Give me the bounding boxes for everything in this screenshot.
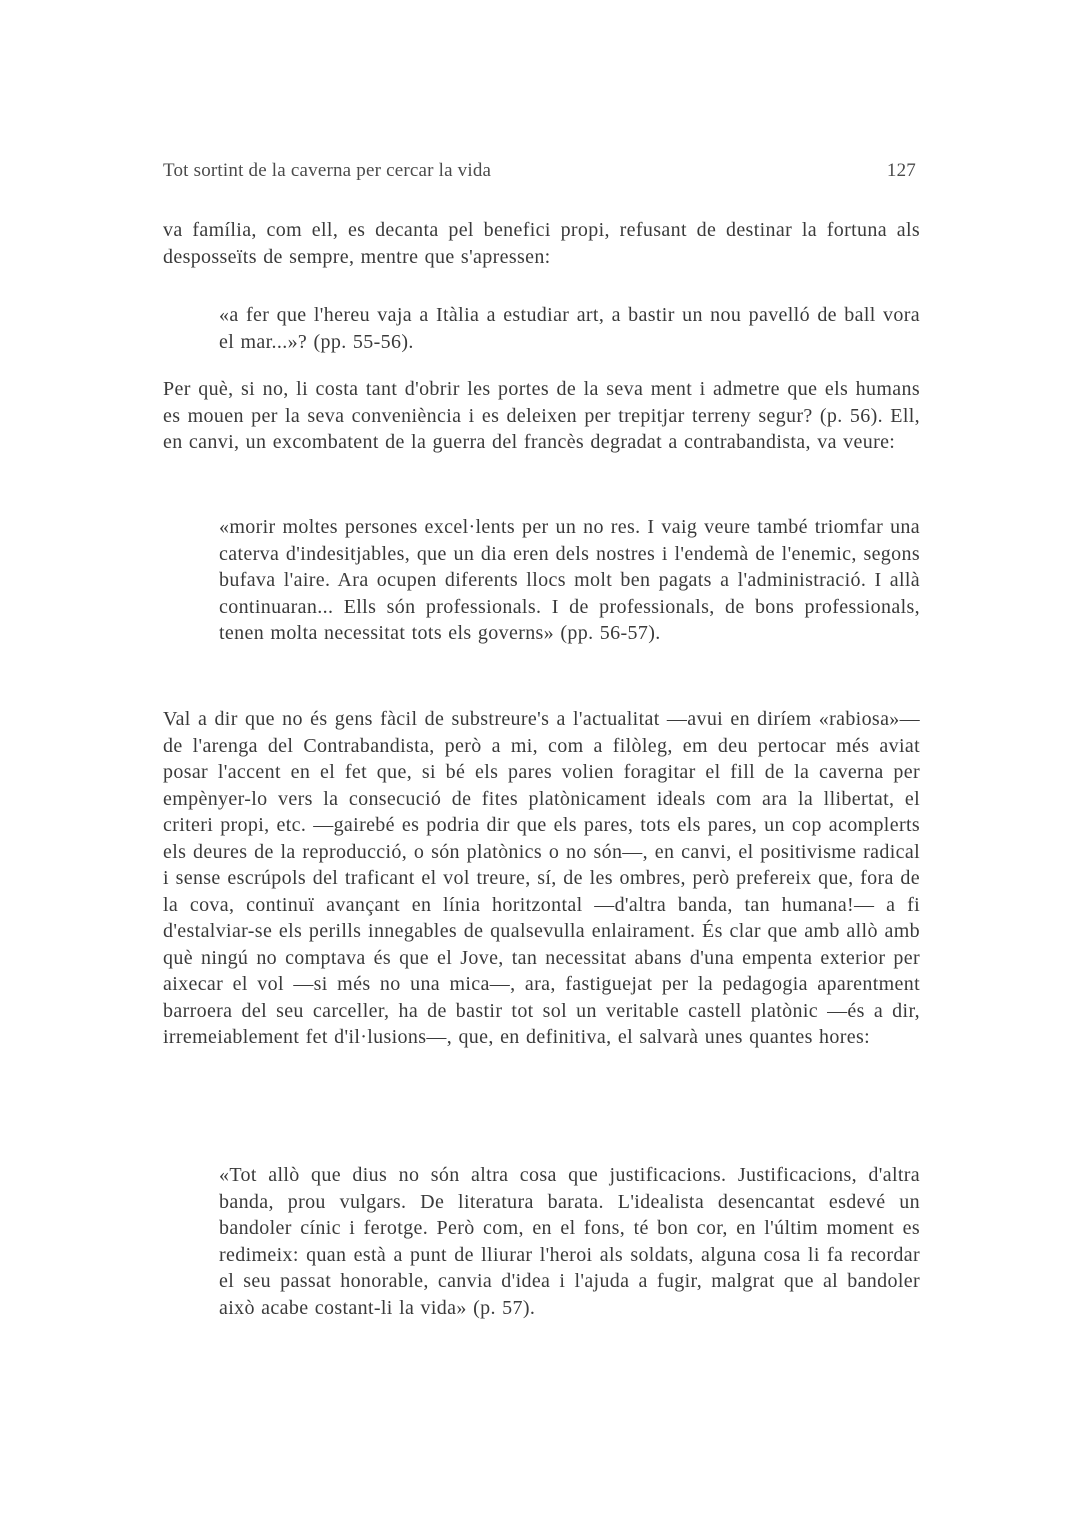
running-title: Tot sortint de la caverna per cercar la vida bbox=[163, 160, 492, 181]
paragraph-per-que: Per què, si no, li costa tant d'obrir les portes de la seva ment i admetre que els humans es mouen per la seva conveniència i es deleixen per trepitjar terreny segur? (p. 56). Ell, en canvi, un excombatent de la guerra del francès degradat a contrabandista, va veure: bbox=[163, 378, 920, 453]
block-quote-pavello: «a fer que l'hereu vaja a Itàlia a estudiar art, a bastir un nou pavelló de ball vora el mar...»? (pp. 55-56). bbox=[219, 304, 920, 353]
paragraph-continuation: va família, com ell, es decanta pel benefici propi, refusant de destinar la fortuna als desposseïts de sempre, mentre que s'apressen: bbox=[163, 219, 920, 268]
page-number: 127 bbox=[886, 160, 916, 181]
block-quote-justificacions: «Tot allò que dius no són altra cosa que justificacions. Justificacions, d'altra banda, prou vulgars. De literatura barata. L'idealista desencantat esdevé un bandoler cínic i ferotge. Però com, en el fons, té bon cor, en l'últim moment es redimeix: quan està a punt de lliurar l'heroi als soldats, alguna cosa li fa recordar el seu passat honorable, canvia d'idea i l'ajuda a fugir, malgrat que al bandoler això acabe costant-li la vida» (p. 57). bbox=[219, 1164, 920, 1319]
block-quote-morir: «morir moltes persones excel·lents per un no res. I vaig veure també triomfar una caterva d'indesitjables, que un dia eren dels nostres i l'endemà de l'enemic, segons bufava l'aire. Ara ocupen diferents llocs molt ben pagats a l'administració. I allà continuaran... Ells són professionals. I de professionals, de bons professionals, tenen molta necessitat tots els governs» (pp. 56-57). bbox=[219, 516, 920, 644]
paragraph-val-a-dir: Val a dir que no és gens fàcil de substreure's a l'actualitat —avui en diríem «rabiosa»— de l'arenga del Contrabandista, però a mi, com a filòleg, em deu pertocar més aviat posar l'accent en el fet que, si bé els pares volien foragitar el fill de la caverna per empènyer-lo vers la consecució de fites platònicament ideals com ara la llibertat, el criteri propi, etc. —gairebé es podria dir que els pares, tots els pares, un cop acomplerts els deures de la reproducció, o són platònics o no són—, en canvi, el positivisme radical i sense escrúpols del traficant el vol treure, sí, de les ombres, però prefereix que, fora de la cova, continuï avançant en línia horitzontal —d'altra banda, tan humana!— a fi d'estalviar-se els perills innegables de qualsevulla enlairament. És clar que amb allò amb què ningú no comptava és que el Jove, tan necessitat abans d'una empenta exterior per aixecar el vol —si més no una mica—, ara, fastiguejat per la pedagogia aparentment barroera del seu carceller, ha de bastir tot sol un veritable castell platònic —és a dir, irremeiablement fet d'il·lusions—, que, en definitiva, el salvarà unes quantes hores: bbox=[163, 708, 920, 1048]
